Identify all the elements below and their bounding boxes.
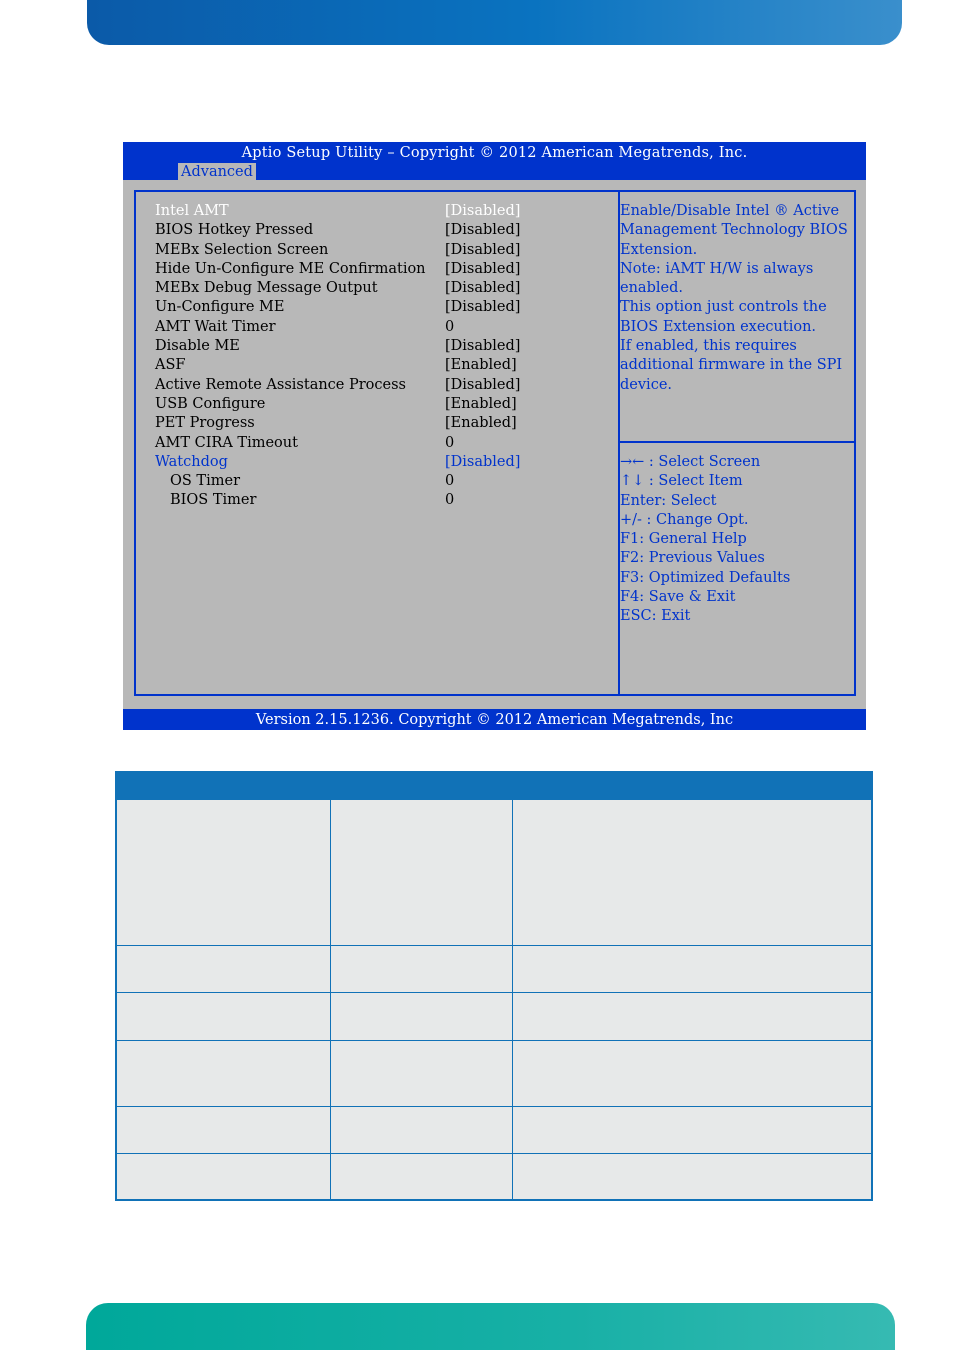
table-header-row [117,773,871,800]
menu-item-value: 0 [445,318,455,335]
menu-item-value: [Disabled] [445,453,521,470]
key-hint: F2: Previous Values [620,550,765,567]
settings-list [155,202,595,511]
menu-item-label: MEBx Debug Message Output [155,280,378,297]
key-hint: F3: Optimized Defaults [620,569,791,586]
menu-item-value: [Disabled] [445,280,521,297]
key-hint: →← : Select Screen [620,454,761,470]
table-cell [331,1107,512,1119]
bios-header [123,142,866,180]
help-line: Note: iAMT H/W is always [620,260,814,277]
menu-item-value: [Disabled] [445,376,521,393]
table-cell [117,946,330,958]
menu-item-os-timer[interactable] [155,472,595,491]
menu-item-amt-wait-timer[interactable] [155,318,595,337]
table-cell [513,993,871,1005]
bios-title: Aptio Setup Utility – Copyright © 2012 American Megatrends, Inc. [241,145,748,161]
column-divider [330,773,331,1199]
bios-footer: Version 2.15.1236. Copyright © 2012 American Megatrends, Inc [123,709,866,730]
menu-item-label: BIOS Hotkey Pressed [155,222,314,239]
table-cell [331,800,512,812]
menu-item-value: 0 [445,492,455,509]
menu-item-value: [Enabled] [445,357,517,374]
menu-item-bios-hotkey-pressed[interactable] [155,221,595,240]
table-cell [117,993,330,1005]
options-table [115,771,873,1201]
help-line: Management Technology BIOS [620,222,848,239]
menu-item-value: 0 [445,473,455,490]
menu-item-value: [Disabled] [445,260,521,277]
table-cell [117,1041,330,1053]
menu-item-label: ASF [155,357,186,374]
menu-item-value: [Disabled] [445,203,521,219]
menu-item-label: Disable ME [155,338,240,355]
menu-item-asf[interactable] [155,356,595,375]
help-line: enabled. [620,280,683,297]
menu-item-value: [Disabled] [445,338,521,355]
table-cell [513,800,871,812]
menu-item-value: [Disabled] [445,241,521,258]
help-line: device. [620,376,673,393]
menu-item-mebx-debug-message-output[interactable] [155,279,595,298]
key-hint: Enter: Select [620,492,717,509]
menu-item-label: PET Progress [155,415,255,432]
menu-item-watchdog[interactable] [155,453,595,472]
help-line: If enabled, this requires [620,338,797,355]
menu-item-value: [Enabled] [445,395,517,412]
help-line: Enable/Disable Intel ® Active [620,203,840,219]
tab-advanced[interactable]: Advanced [178,163,256,180]
table-cell [331,946,512,958]
table-cell [117,1107,330,1119]
menu-item-label: USB Configure [155,395,266,412]
table-cell [513,946,871,958]
menu-item-value: [Disabled] [445,222,521,239]
menu-item-hide-unconfigure-me-confirmation[interactable] [155,260,595,279]
help-line: BIOS Extension execution. [620,318,817,335]
menu-item-label: Intel AMT [155,203,229,219]
key-hint: F1: General Help [620,531,747,548]
key-hint: ↑↓ : Select Item [620,473,743,490]
menu-item-disable-me[interactable] [155,337,595,356]
menu-item-usb-configure[interactable] [155,395,595,414]
menu-item-label: Un-Configure ME [155,299,285,316]
bios-setup-screen [123,142,866,730]
menu-item-value: 0 [445,434,455,451]
help-line: Extension. [620,241,698,258]
menu-item-label: AMT CIRA Timeout [155,434,298,451]
table-cell [331,993,512,1005]
column-divider [512,773,513,1199]
menu-item-unconfigure-me[interactable] [155,298,595,317]
bottom-banner [86,1303,895,1350]
menu-item-label: BIOS Timer [170,492,257,509]
table-cell [513,1041,871,1053]
table-cell [117,1154,330,1166]
menu-item-label: Hide Un-Configure ME Confirmation [155,260,426,277]
menu-item-label: Watchdog [155,453,228,470]
menu-item-amt-cira-timeout[interactable] [155,434,595,453]
menu-item-intel-amt[interactable] [155,202,595,221]
top-banner [87,0,902,45]
menu-item-value: [Enabled] [445,415,517,432]
menu-item-active-remote-assistance-process[interactable] [155,376,595,395]
key-hint: ESC: Exit [620,608,691,625]
help-line: This option just controls the [620,299,827,316]
menu-item-label: AMT Wait Timer [155,318,276,335]
table-cell [331,1154,512,1166]
key-hint: +/- : Change Opt. [620,511,749,528]
menu-item-label: Active Remote Assistance Process [155,376,406,393]
menu-item-label: MEBx Selection Screen [155,241,329,258]
table-cell [513,1154,871,1166]
key-hint: F4: Save & Exit [620,589,736,606]
table-header-cell [331,773,339,800]
table-cell [117,800,330,812]
table-header-cell [513,773,521,800]
menu-item-value: [Disabled] [445,299,521,316]
menu-item-bios-timer[interactable] [155,491,595,510]
horizontal-divider [620,441,854,443]
help-panel [620,202,856,395]
menu-item-mebx-selection-screen[interactable] [155,241,595,260]
table-cell [331,1041,512,1053]
key-legend [620,453,856,627]
menu-item-pet-progress[interactable] [155,414,595,433]
table-header-cell [117,773,125,800]
menu-item-label: OS Timer [170,473,241,490]
table-cell [513,1107,871,1119]
help-line: additional firmware in the SPI [620,357,843,374]
